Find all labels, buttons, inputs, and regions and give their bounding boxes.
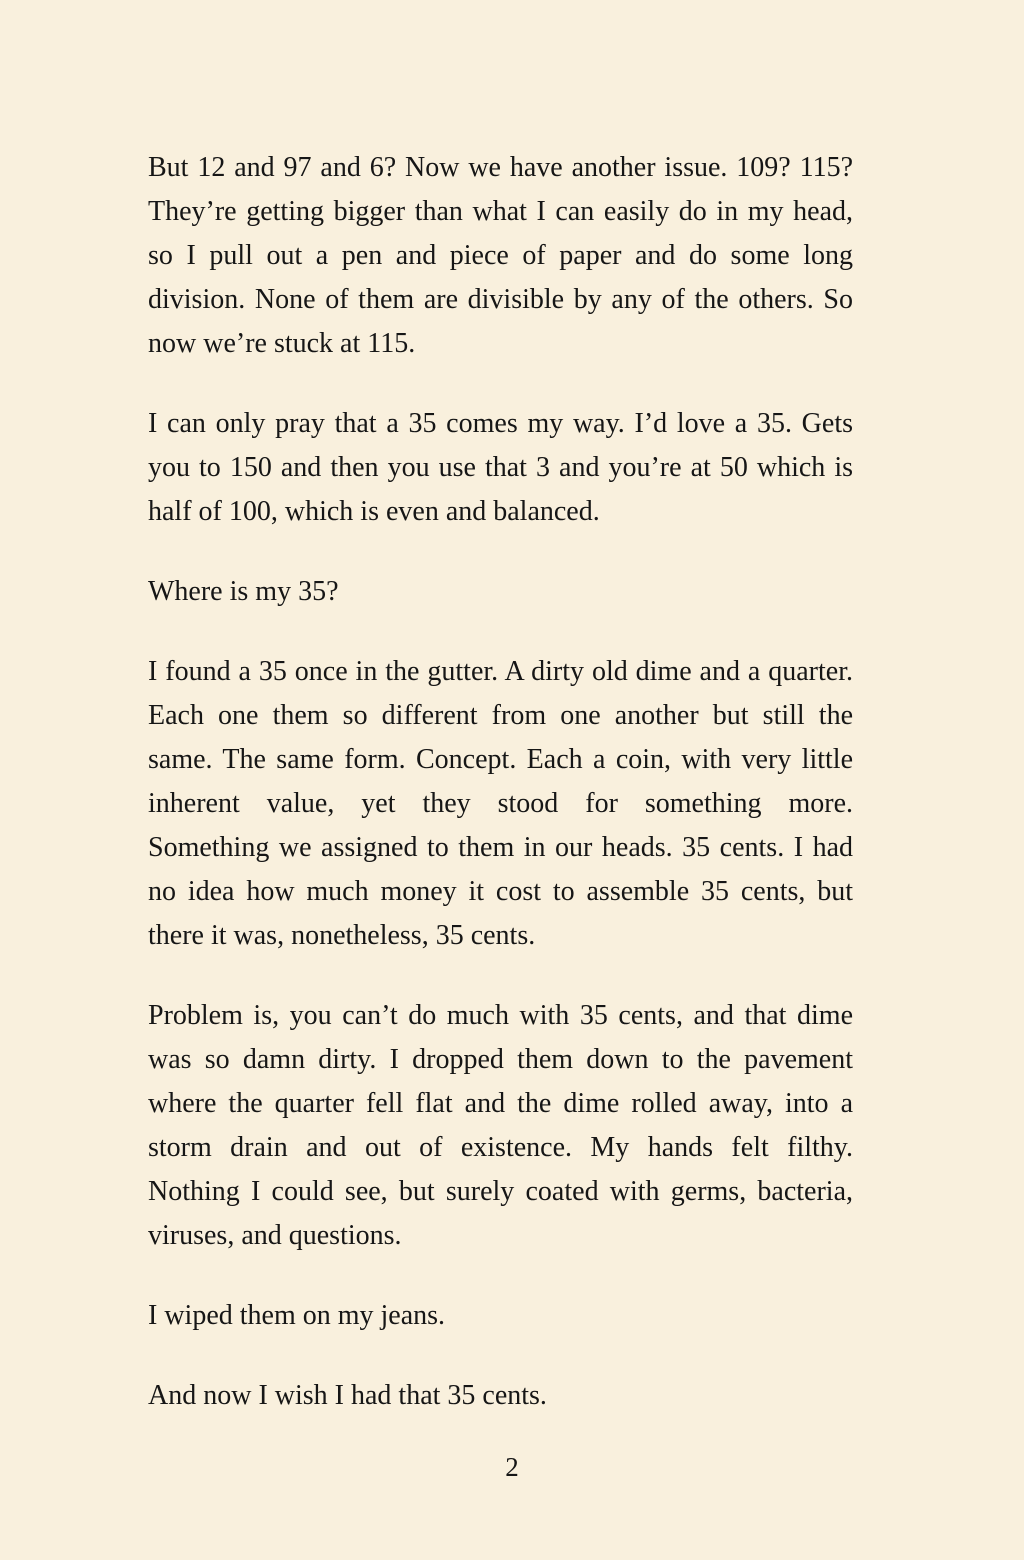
text-line: viruses, and questions. — [148, 1220, 402, 1251]
text-line: Each one them so different from one another but still the — [148, 700, 853, 731]
text-line: Nothing I could see, but surely coated with germs, bacteria, — [148, 1176, 853, 1207]
text-line: so I pull out a pen and piece of paper and do some long — [148, 240, 853, 271]
paragraph — [148, 1374, 853, 1418]
text-line: I found a 35 once in the gutter. A dirty old dime and a quarter. — [148, 656, 853, 687]
text-line: I wiped them on my jeans. — [148, 1300, 446, 1331]
text-line: Something we assigned to them in our heads. 35 cents. I had — [148, 832, 853, 863]
text-line: was so damn dirty. I dropped them down to the pavement — [148, 1044, 853, 1075]
text-line: half of 100, which is even and balanced. — [148, 496, 600, 527]
paragraph — [148, 146, 853, 366]
text-line: storm drain and out of existence. My hands felt filthy. — [148, 1132, 853, 1163]
paragraph — [148, 994, 853, 1258]
text-line: now we’re stuck at 115. — [148, 328, 416, 359]
text-line: I can only pray that a 35 comes my way. I’d love a 35. Gets — [148, 408, 853, 439]
page-body — [148, 146, 853, 1454]
text-line: there it was, nonetheless, 35 cents. — [148, 920, 536, 951]
text-line: no idea how much money it cost to assemble 35 cents, but — [148, 876, 853, 907]
text-line: same. The same form. Concept. Each a coin, with very little — [148, 744, 853, 775]
page-number: 2 — [505, 1452, 519, 1482]
text-line: And now I wish I had that 35 cents. — [148, 1380, 547, 1411]
paragraph — [148, 402, 853, 534]
text-line: you to 150 and then you use that 3 and you’re at 50 which is — [148, 452, 853, 483]
text-line: They’re getting bigger than what I can easily do in my head, — [148, 196, 853, 227]
text-line: inherent value, yet they stood for something more. — [148, 788, 853, 819]
paragraph — [148, 570, 853, 614]
text-line: where the quarter fell flat and the dime rolled away, into a — [148, 1088, 853, 1119]
text-line: But 12 and 97 and 6? Now we have another issue. 109? 115? — [148, 152, 853, 183]
text-line: Problem is, you can’t do much with 35 cents, and that dime — [148, 1000, 853, 1031]
paragraph — [148, 650, 853, 958]
text-line: division. None of them are divisible by any of the others. So — [148, 284, 853, 315]
text-line: Where is my 35? — [148, 576, 339, 607]
paragraph — [148, 1294, 853, 1338]
